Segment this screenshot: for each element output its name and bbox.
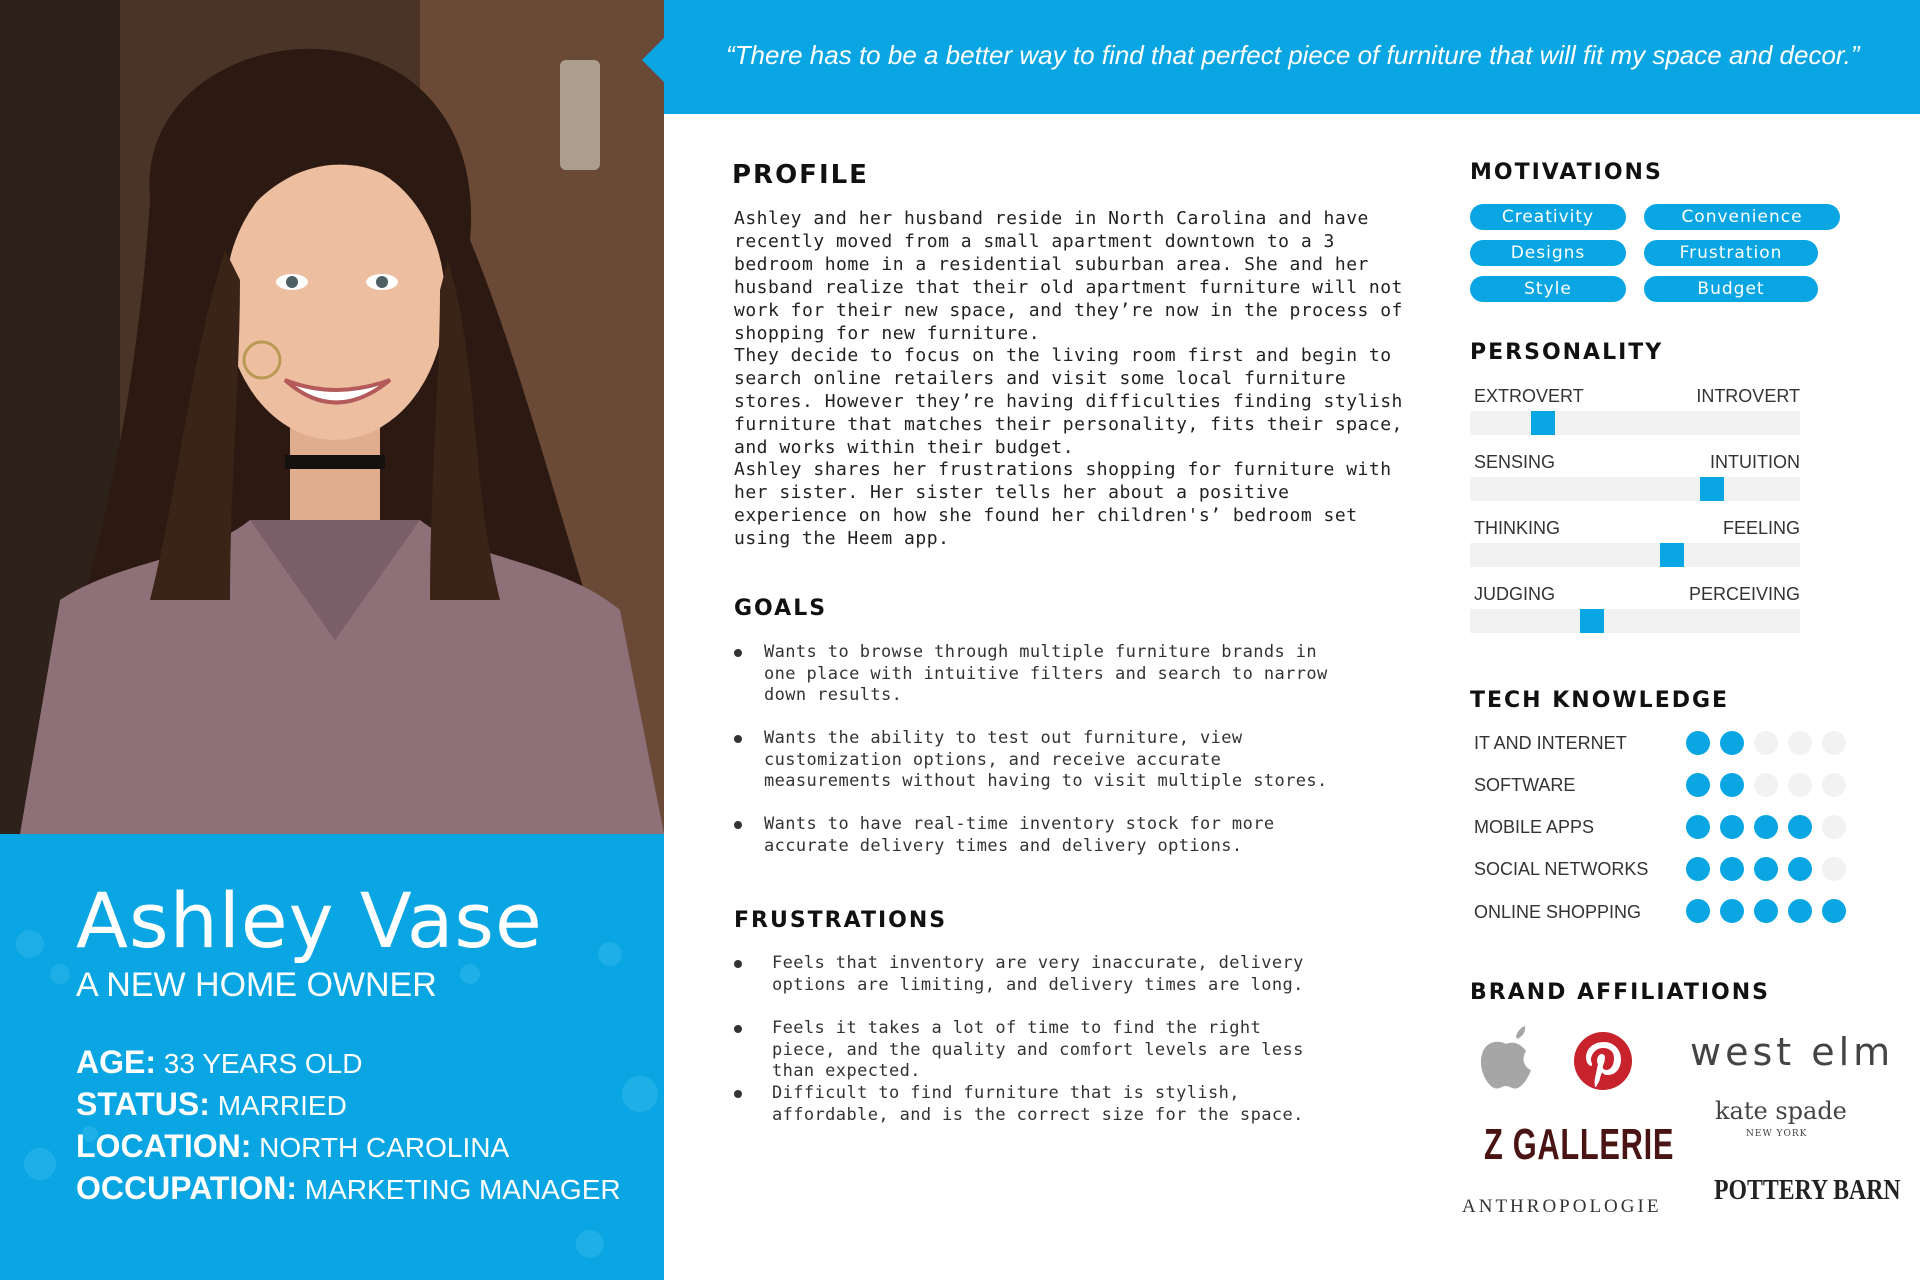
trait-right-label: INTROVERT [1696, 386, 1800, 406]
rating-dot-filled [1720, 731, 1744, 755]
tech-knowledge-heading: TECH KNOWLEDGE [1470, 688, 1730, 713]
rating-dot-empty [1822, 815, 1846, 839]
anthropologie-logo: ANTHROPOLOGIE [1462, 1196, 1662, 1217]
fact-location-key: LOCATION: [76, 1128, 252, 1164]
fact-status-value: MARRIED [217, 1090, 347, 1121]
rating-dot-empty [1754, 731, 1778, 755]
fact-status [76, 1086, 347, 1123]
rating-dot-empty [1788, 773, 1812, 797]
rating-dot-filled [1720, 815, 1744, 839]
quote-notch [642, 38, 664, 82]
trait-left-label: THINKING [1474, 518, 1561, 538]
trait-left-label: JUDGING [1474, 584, 1555, 604]
motivation-tag-budget: Budget [1644, 276, 1818, 302]
rating-dot-filled [1788, 857, 1812, 881]
rating-dot-filled [1788, 815, 1812, 839]
goals-heading: GOALS [734, 596, 828, 621]
rating-dot-filled [1720, 899, 1744, 923]
brand-affiliations-heading: BRAND AFFILIATIONS [1470, 980, 1771, 1005]
rating-dot-filled [1686, 731, 1710, 755]
persona-photo [0, 0, 664, 834]
trait-scale-marker [1660, 543, 1684, 567]
motivation-tag-style: Style [1470, 276, 1626, 302]
trait-right-label: INTUITION [1710, 452, 1800, 472]
trait-scale-track [1470, 477, 1800, 501]
fact-status-key: STATUS: [76, 1086, 210, 1122]
persona-role: A NEW HOME OWNER [76, 966, 437, 1004]
goal-bullet-1 [734, 649, 742, 657]
motivation-tag-creativity: Creativity [1470, 204, 1626, 230]
motivation-tag-designs: Designs [1470, 240, 1626, 266]
trait-scale-marker [1700, 477, 1724, 501]
tech-skill-label: ONLINE SHOPPING [1474, 902, 1642, 922]
kate-spade-logo: kate spade [1715, 1097, 1847, 1125]
z-gallerie-logo: Z GALLERIE [1484, 1120, 1675, 1169]
persona-quote: “There has to be a better way to find that perfect piece of furniture that will fit my space and decor.” [726, 40, 1860, 70]
pottery-barn-logo: POTTERY BARN [1714, 1174, 1901, 1206]
frustration-bullet-2 [734, 1025, 742, 1033]
motivation-tag-convenience: Convenience [1644, 204, 1840, 230]
apple-logo-icon [1478, 1026, 1534, 1090]
rating-dot-empty [1822, 773, 1846, 797]
persona-panel [0, 0, 664, 1280]
goal-bullet-2 [734, 735, 742, 743]
motivations-heading: MOTIVATIONS [1470, 160, 1663, 185]
personality-heading: PERSONALITY [1470, 340, 1664, 365]
rating-dot-filled [1686, 773, 1710, 797]
profile-paragraph-2: They decide to focus on the living room first and begin to search online retailers and visit some local furniture stores. However they’re having difficulties finding stylish furniture that matches their personality, fits their space, and works within their budget. [734, 345, 1403, 458]
rating-dot-filled [1754, 815, 1778, 839]
trait-scale-marker [1580, 609, 1604, 633]
rating-dot-filled [1754, 857, 1778, 881]
rating-dot-empty [1822, 857, 1846, 881]
trait-right-label: PERCEIVING [1688, 584, 1800, 604]
trait-scale-track [1470, 543, 1800, 567]
persona-info-card [0, 834, 664, 1280]
goal-item-1: Wants to browse through multiple furniture brands in one place with intuitive filters and search to narrow down results. [764, 642, 1328, 705]
fact-occupation-key: OCCUPATION: [76, 1170, 298, 1206]
profile-heading: PROFILE [732, 160, 869, 190]
trait-left-label: SENSING [1474, 452, 1556, 472]
rating-dot-empty [1788, 731, 1812, 755]
rating-dot-empty [1822, 731, 1846, 755]
fact-occupation [76, 1170, 621, 1207]
west-elm-logo: west elm [1690, 1030, 1895, 1074]
frustration-item-2: Feels it takes a lot of time to find the right piece, and the quality and comfort levels are less than expected. [772, 1018, 1304, 1081]
frustration-item-3: Difficult to find furniture that is stylish, affordable, and is the correct size for the space. [772, 1083, 1304, 1125]
frustration-bullet-1 [734, 960, 742, 968]
rating-dot-filled [1822, 899, 1846, 923]
frustration-bullet-3 [734, 1090, 742, 1098]
frustrations-heading: FRUSTRATIONS [734, 908, 948, 933]
trait-scale-track [1470, 411, 1800, 435]
quote-banner [664, 0, 1920, 114]
trait-scale-track [1470, 609, 1800, 633]
trait-scale-marker [1531, 411, 1555, 435]
tech-skill-label: IT AND INTERNET [1474, 733, 1627, 753]
rating-dot-filled [1720, 773, 1744, 797]
motivation-tag-frustration: Frustration [1644, 240, 1818, 266]
fact-age [76, 1044, 362, 1081]
frustration-item-1: Feels that inventory are very inaccurate, delivery options are limiting, and delivery times are long. [772, 953, 1304, 995]
goal-bullet-3 [734, 821, 742, 829]
trait-right-label: FEELING [1722, 518, 1800, 538]
rating-dot-filled [1754, 899, 1778, 923]
rating-dot-empty [1754, 773, 1778, 797]
fact-location [76, 1128, 509, 1165]
tech-skill-label: SOFTWARE [1474, 775, 1576, 795]
profile-paragraph-1: Ashley and her husband reside in North Carolina and have recently moved from a small apartment downtown to a 3 bedroom home in a residential suburban area. She and her husband realize that their old apartment furniture will not work for their new space, and they’re now in the process of shopping for new furniture. [734, 208, 1403, 344]
persona-name: Ashley Vase [76, 876, 543, 965]
fact-age-key: AGE: [76, 1044, 156, 1080]
kate-spade-subtitle: NEW YORK [1746, 1129, 1808, 1139]
trait-left-label: EXTROVERT [1474, 386, 1584, 406]
profile-paragraph-3: Ashley shares her frustrations shopping for furniture with her sister. Her sister tells her about a positive experience on how she found her children's’ bedroom set using the Heem app. [734, 459, 1392, 549]
rating-dot-filled [1686, 857, 1710, 881]
fact-occupation-value: MARKETING MANAGER [304, 1174, 621, 1205]
rating-dot-filled [1788, 899, 1812, 923]
rating-dot-filled [1720, 857, 1744, 881]
fact-age-value: 33 YEARS OLD [163, 1048, 363, 1079]
fact-location-value: NORTH CAROLINA [259, 1132, 510, 1163]
pinterest-logo-icon [1574, 1032, 1632, 1090]
tech-skill-label: SOCIAL NETWORKS [1474, 859, 1649, 879]
tech-skill-label: MOBILE APPS [1474, 817, 1595, 837]
persona-photo-illustration [0, 0, 664, 834]
rating-dot-filled [1686, 899, 1710, 923]
rating-dot-filled [1686, 815, 1710, 839]
goal-item-3: Wants to have real-time inventory stock for more accurate delivery times and delivery options. [764, 814, 1275, 856]
goal-item-2: Wants the ability to test out furniture, view customization options, and receive accurate measurements without having to visit multiple stores. [764, 728, 1328, 791]
